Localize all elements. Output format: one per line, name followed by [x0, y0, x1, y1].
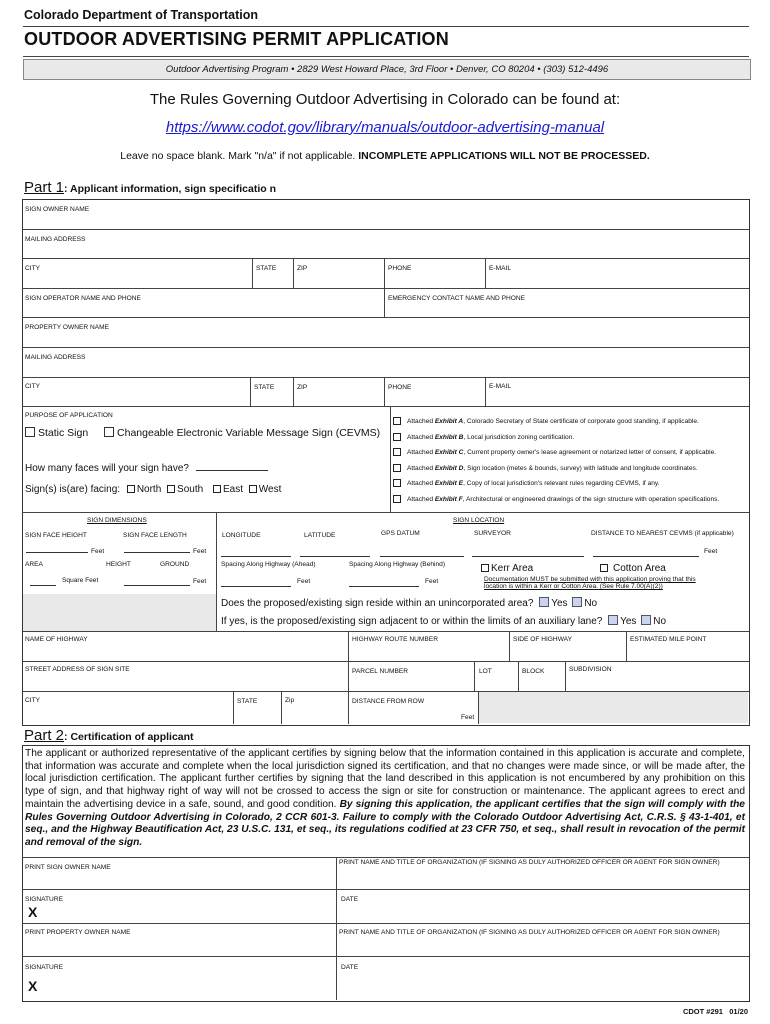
- distance-cevms-input[interactable]: [593, 556, 699, 557]
- label-sign-operator: SIGN OPERATOR NAME AND PHONE: [25, 295, 141, 302]
- label-print-owner: PRINT SIGN OWNER NAME: [25, 864, 111, 871]
- label-gps-datum: GPS DATUM: [381, 530, 420, 537]
- unincorporated-no: No: [584, 598, 598, 609]
- rule: [22, 923, 749, 924]
- divider: [384, 258, 385, 317]
- label-block: BLOCK: [522, 668, 545, 675]
- label-height: HEIGHT: [106, 561, 131, 568]
- auxiliary-question: If yes, is the proposed/existing sign adjacent to or within the limits of an auxiliary lane?: [221, 616, 603, 627]
- instruction-line: [0, 150, 770, 162]
- divider: [250, 377, 251, 406]
- auxiliary-row: [221, 615, 666, 627]
- area-input[interactable]: [30, 585, 56, 586]
- exhibit-list: [393, 417, 747, 510]
- instruction-text: Leave no space blank. Mark "n/a" if not applicable.: [120, 150, 356, 162]
- rule: [22, 347, 749, 348]
- part2-heading: [24, 727, 194, 745]
- certification-bold: By signing this application, the applicant certifies that the sign will comply with the Rules Governing Outdoor Advertising in Colorado, 2 CCR 601-3. Failure to comply with the Colorado Outdoor Advertising Act, C.R.S. § 43-1-401, et seq., and the Highway Beautification Act, 23 U.S.C. 131, et seq., its regulations codified at 23 CFR 750, et seq., shall result in revocation of the permit and removal of the sign.: [25, 798, 745, 848]
- north-checkbox[interactable]: [127, 485, 135, 493]
- label-sign-owner: SIGN OWNER NAME: [25, 206, 90, 213]
- divider: [216, 512, 217, 631]
- label-zip-3: Zip: [285, 697, 295, 704]
- rule: [22, 406, 749, 407]
- label-spacing-ahead: Spacing Along Highway (Ahead): [221, 561, 316, 568]
- divider: [384, 377, 385, 406]
- facing-label: Sign(s) is(are) facing:: [25, 484, 121, 495]
- divider: [233, 691, 234, 724]
- exhibit-d[interactable]: Attached Exhibit D, Sign location (metes & bounds, survey) with latitude and longitude coordinates.: [393, 464, 747, 480]
- rule: [22, 661, 749, 662]
- label-distance-row: DISTANCE FROM ROW: [352, 698, 425, 705]
- cevms-label: Changeable Electronic Variable Message Sign (CEVMS): [117, 427, 381, 439]
- exhibit-f[interactable]: Attached Exhibit F, Architectural or engineered drawings of the sign structure with operation specifications.: [393, 495, 747, 511]
- label-face-height: SIGN FACE HEIGHT: [25, 532, 87, 539]
- rule: [22, 512, 749, 513]
- rule: [22, 317, 749, 318]
- program-address: Outdoor Advertising Program • 2829 West Howard Place, 3rd Floor • Denver, CO 80204 • (303) 512-4496: [165, 64, 609, 75]
- label-area: AREA: [25, 561, 43, 568]
- unincorporated-row: [221, 597, 597, 609]
- facing-row: [25, 484, 281, 495]
- label-print-org-2: PRINT NAME AND TITLE OF ORGANIZATION (IF SIGNING AS DULY AUTHORIZED OFFICER OR AGENT FOR SIGN OWNER): [339, 929, 720, 936]
- auxiliary-no-checkbox[interactable]: [641, 615, 651, 625]
- divider: [485, 258, 486, 288]
- feet-7: Feet: [461, 714, 475, 721]
- label-city: CITY: [25, 265, 41, 272]
- label-state-2: STATE: [254, 384, 275, 391]
- facing-south: South: [177, 484, 204, 495]
- label-subdivision: SUBDIVISION: [569, 666, 612, 673]
- label-state: STATE: [256, 265, 277, 272]
- label-side: SIDE OF HIGHWAY: [513, 636, 572, 643]
- east-checkbox[interactable]: [213, 485, 221, 493]
- divider: [336, 857, 337, 1000]
- label-highway-name: NAME OF HIGHWAY: [25, 636, 88, 643]
- divider: [293, 258, 294, 288]
- rule: [22, 857, 749, 858]
- label-lot: LOT: [479, 668, 492, 675]
- agency-name: Colorado Department of Transportation: [24, 8, 259, 22]
- divider: [281, 691, 282, 724]
- latitude-input[interactable]: [300, 556, 370, 557]
- label-milepoint: ESTIMATED MILE POINT: [630, 636, 707, 643]
- label-parcel: PARCEL NUMBER: [352, 668, 409, 675]
- label-state-3: STATE: [237, 698, 258, 705]
- auxiliary-no: No: [653, 616, 667, 627]
- unincorporated-no-checkbox[interactable]: [572, 597, 582, 607]
- label-property-owner: PROPERTY OWNER NAME: [25, 324, 110, 331]
- label-signature-1: SIGNATURE: [25, 896, 63, 903]
- exhibit-a[interactable]: Attached Exhibit A, Colorado Secretary of State certificate of corporate good standing, if applicable.: [393, 417, 747, 433]
- label-ground: GROUND: [160, 561, 190, 568]
- part2-subtitle: : Certification of applicant: [64, 731, 194, 743]
- label-longitude: LONGITUDE: [222, 532, 261, 539]
- facing-west: West: [258, 484, 282, 495]
- unincorporated-yes-checkbox[interactable]: [539, 597, 549, 607]
- static-sign-checkbox[interactable]: [25, 427, 35, 437]
- kerr-cotton-note: Documentation MUST be submitted with this application proving that this location is within a Kerr or Cotton Area. (See Rule 7.00(A)(2)): [484, 576, 696, 591]
- label-mailing-2: MAILING ADDRESS: [25, 354, 86, 361]
- divider: [485, 377, 486, 406]
- feet-1: Feet: [91, 548, 105, 555]
- divider: [390, 406, 391, 512]
- south-checkbox[interactable]: [167, 485, 175, 493]
- kerr-label: Kerr Area: [491, 563, 534, 574]
- dimensions-heading: SIGN DIMENSIONS: [87, 517, 147, 524]
- face-height-input[interactable]: [26, 552, 88, 553]
- rule: [22, 889, 749, 890]
- facing-east: East: [222, 484, 243, 495]
- divider: [509, 631, 510, 661]
- faces-input[interactable]: [196, 470, 268, 471]
- faces-question-row: [25, 463, 268, 474]
- label-city-3: CITY: [25, 697, 41, 704]
- label-purpose: PURPOSE OF APPLICATION: [25, 412, 113, 419]
- signature-x-2: X: [28, 978, 38, 994]
- label-print-org-1: PRINT NAME AND TITLE OF ORGANIZATION (IF SIGNING AS DULY AUTHORIZED OFFICER OR AGENT FOR SIGN OWNER): [339, 859, 720, 866]
- face-length-input[interactable]: [124, 552, 190, 553]
- feet-2: Feet: [193, 548, 207, 555]
- label-email-2: E-MAIL: [489, 383, 511, 390]
- rule: [22, 288, 749, 289]
- rules-intro: The Rules Governing Outdoor Advertising in Colorado can be found at:: [149, 91, 621, 108]
- divider: [348, 631, 349, 724]
- header-rule-2: [23, 56, 749, 57]
- certification-text: [25, 748, 745, 850]
- label-zip-2: ZIP: [297, 384, 308, 391]
- label-emergency: EMERGENCY CONTACT NAME AND PHONE: [388, 295, 526, 302]
- header-rule-1: [23, 26, 749, 27]
- label-latitude: LATITUDE: [304, 532, 336, 539]
- part1-heading: [24, 179, 276, 196]
- label-print-property-owner: PRINT PROPERTY OWNER NAME: [25, 929, 131, 936]
- surveyor-input[interactable]: [472, 556, 584, 557]
- west-checkbox[interactable]: [249, 485, 257, 493]
- divider: [293, 377, 294, 406]
- label-signature-2: SIGNATURE: [25, 964, 63, 971]
- label-surveyor: SURVEYOR: [474, 530, 511, 537]
- certification-paragraph: The applicant or authorized representative of the applicant certifies by signing below that the information contained in this application is accurate and complete, that information was accurate and complete when the local jurisdiction signed its certification, and that no changes were made since, or will be made after, the local jurisdiction certification. The applicant further certifies by signing that the land described in this application is not encumbered by any prohibition on this type of sign, and that highway right of way will not be crossed to access the sign or site for construction or maintenance. The applicant agrees to erect and maintain the advertising device in a safe, sound, and good condition.: [25, 748, 745, 810]
- exhibit-c[interactable]: Attached Exhibit C, Current property owner's lease agreement or notarized letter of consent, if applicable.: [393, 448, 747, 464]
- divider: [252, 258, 253, 288]
- label-mailing: MAILING ADDRESS: [25, 236, 86, 243]
- signature-x-1: X: [28, 904, 38, 920]
- part1-subtitle: : Applicant information, sign specificatio n: [64, 183, 276, 195]
- facing-north: North: [136, 484, 162, 495]
- rules-link[interactable]: https://www.codot.gov/library/manuals/outdoor-advertising-manual: [165, 119, 605, 136]
- highway-gray-area: [479, 692, 748, 723]
- kerr-option[interactable]: [481, 563, 533, 574]
- cevms-checkbox[interactable]: [104, 427, 114, 437]
- label-date-2: DATE: [341, 964, 359, 971]
- feet-6: Feet: [425, 578, 439, 585]
- cotton-label: Cotton Area: [613, 563, 666, 574]
- form-title: OUTDOOR ADVERTISING PERMIT APPLICATION: [24, 29, 449, 49]
- faces-question: How many faces will your sign have?: [25, 463, 189, 474]
- rule: [22, 229, 749, 230]
- label-distance-cevms: DISTANCE TO NEAREST CEVMS (if applicable): [591, 530, 734, 537]
- label-face-length: SIGN FACE LENGTH: [123, 532, 187, 539]
- label-phone-2: PHONE: [388, 384, 412, 391]
- location-heading: SIGN LOCATION: [453, 517, 505, 524]
- divider: [474, 661, 475, 691]
- label-spacing-behind: Spacing Along Highway (Behind): [349, 561, 446, 568]
- label-zip: ZIP: [297, 265, 308, 272]
- label-city-2: CITY: [25, 383, 41, 390]
- rule: [22, 258, 749, 259]
- purpose-options: [25, 427, 380, 439]
- label-email: E-MAIL: [489, 265, 511, 272]
- label-phone: PHONE: [388, 265, 412, 272]
- square-feet: Square Feet: [62, 577, 99, 584]
- height-above-ground-input[interactable]: [124, 585, 190, 586]
- longitude-input[interactable]: [221, 556, 291, 557]
- rule: [22, 377, 749, 378]
- spacing-ahead-input[interactable]: [221, 586, 291, 587]
- static-sign-label: Static Sign: [38, 427, 89, 439]
- dimensions-gray-area: [23, 594, 216, 631]
- exhibit-e[interactable]: Attached Exhibit E, Copy of local jurisdiction's relevant rules regarding CEVMS, if any.: [393, 479, 747, 495]
- spacing-behind-input[interactable]: [349, 586, 419, 587]
- label-street: STREET ADDRESS OF SIGN SITE: [25, 666, 130, 673]
- form-number: CDOT #291 01/20: [682, 1007, 748, 1016]
- divider: [626, 631, 627, 661]
- auxiliary-yes: Yes: [620, 616, 637, 627]
- exhibit-b[interactable]: Attached Exhibit B, Local jurisdiction zoning certification.: [393, 433, 747, 449]
- part1-label: Part 1: [24, 179, 65, 196]
- part2-label: Part 2: [24, 727, 65, 744]
- unincorporated-question: Does the proposed/existing sign reside within an unincorporated area?: [221, 598, 534, 609]
- auxiliary-yes-checkbox[interactable]: [608, 615, 618, 625]
- gps-datum-input[interactable]: [380, 556, 464, 557]
- instruction-warning: INCOMPLETE APPLICATIONS WILL NOT BE PROCESSED.: [358, 150, 650, 162]
- feet-4: Feet: [704, 548, 718, 555]
- label-route: HIGHWAY ROUTE NUMBER: [352, 636, 438, 643]
- cotton-option[interactable]: [600, 563, 666, 574]
- rule: [22, 631, 749, 632]
- feet-3: Feet: [193, 578, 207, 585]
- divider: [565, 661, 566, 691]
- feet-5: Feet: [297, 578, 311, 585]
- unincorporated-yes: Yes: [551, 598, 568, 609]
- rule: [22, 956, 749, 957]
- divider: [518, 661, 519, 691]
- label-date-1: DATE: [341, 896, 359, 903]
